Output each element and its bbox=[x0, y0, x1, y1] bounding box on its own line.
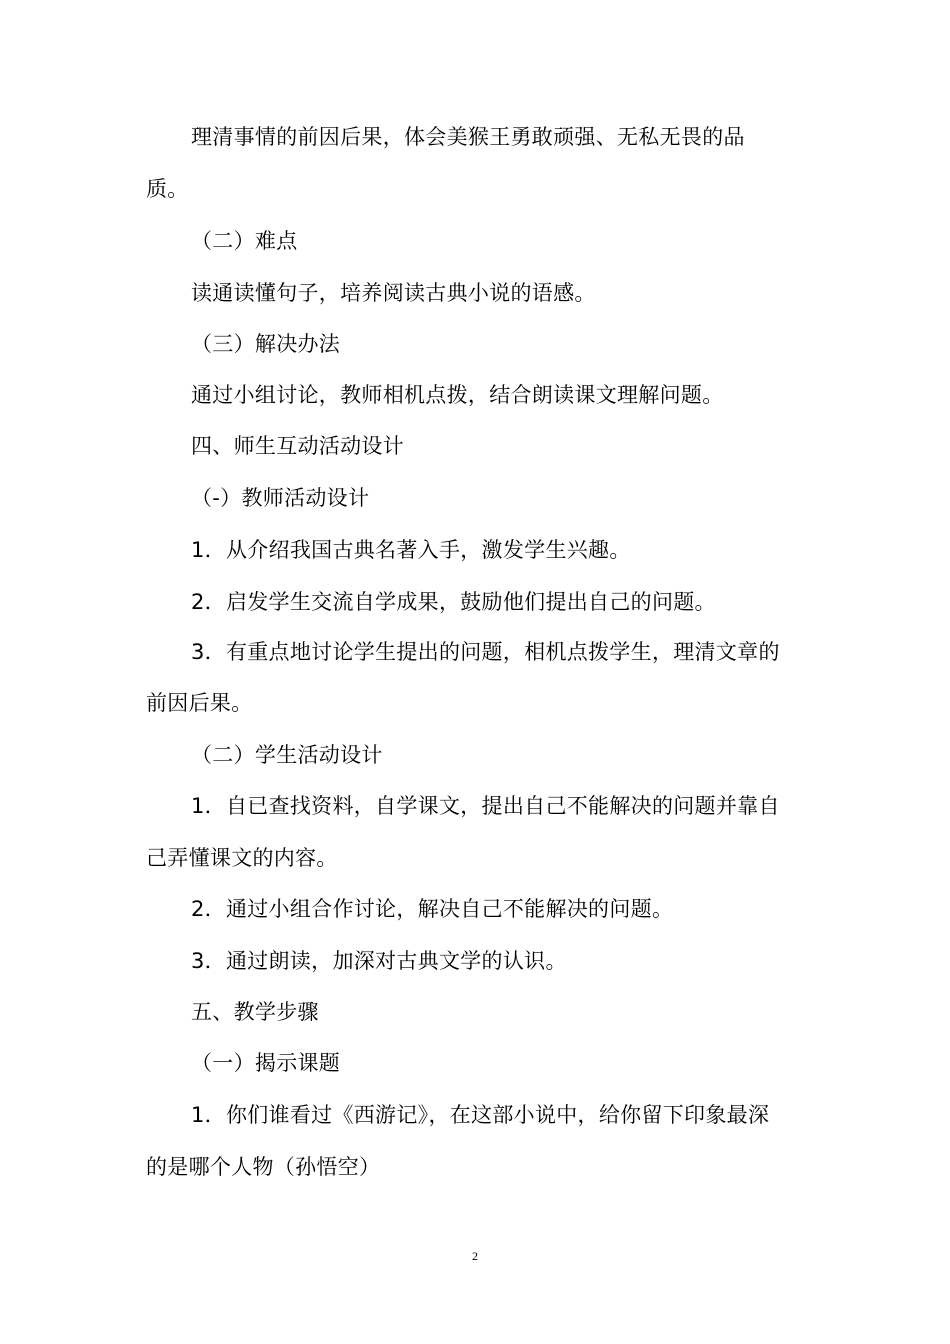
text-line: 通过小组讨论，教师相机点拨，结合朗读课文理解问题。 bbox=[191, 383, 724, 407]
section-heading: 四、师生互动活动设计 bbox=[191, 434, 404, 458]
list-item: 3．通过朗读，加深对古典文学的认识。 bbox=[191, 949, 567, 973]
section-heading: （一）揭示课题 bbox=[191, 1051, 341, 1075]
list-item: 1．自已查找资料，自学课文，提出自己不能解决的问题并靠自 bbox=[191, 794, 780, 818]
list-item: 2．通过小组合作讨论，解决自己不能解决的问题。 bbox=[191, 897, 674, 921]
text-line: 己弄懂课文的内容。 bbox=[146, 846, 338, 870]
text-line: 读通读懂句子，培养阅读古典小说的语感。 bbox=[191, 281, 596, 305]
text-line: 前因后果。 bbox=[146, 691, 253, 715]
section-heading: （三）解决办法 bbox=[191, 332, 341, 356]
section-heading: （二）难点 bbox=[191, 229, 298, 253]
section-heading: 五、教学步骤 bbox=[191, 1000, 319, 1024]
section-heading: （-）教师活动设计 bbox=[191, 486, 370, 510]
text-line: 质。 bbox=[146, 177, 189, 201]
list-item: 1．从介绍我国古典名著入手，激发学生兴趣。 bbox=[191, 538, 631, 562]
text-line: 理清事情的前因后果，体会美猴王勇敢顽强、无私无畏的品 bbox=[191, 125, 745, 149]
page-number: 2 bbox=[472, 1249, 478, 1263]
list-item: 1．你们谁看过《西游记》，在这部小说中，给你留下印象最深 bbox=[191, 1103, 770, 1127]
list-item: 2．启发学生交流自学成果，鼓励他们提出自己的问题。 bbox=[191, 590, 716, 614]
text-line: 的是哪个人物（孙悟空） bbox=[146, 1155, 381, 1179]
list-item: 3．有重点地讨论学生提出的问题，相机点拨学生，理清文章的 bbox=[191, 640, 780, 664]
section-heading: （二）学生活动设计 bbox=[191, 743, 383, 767]
